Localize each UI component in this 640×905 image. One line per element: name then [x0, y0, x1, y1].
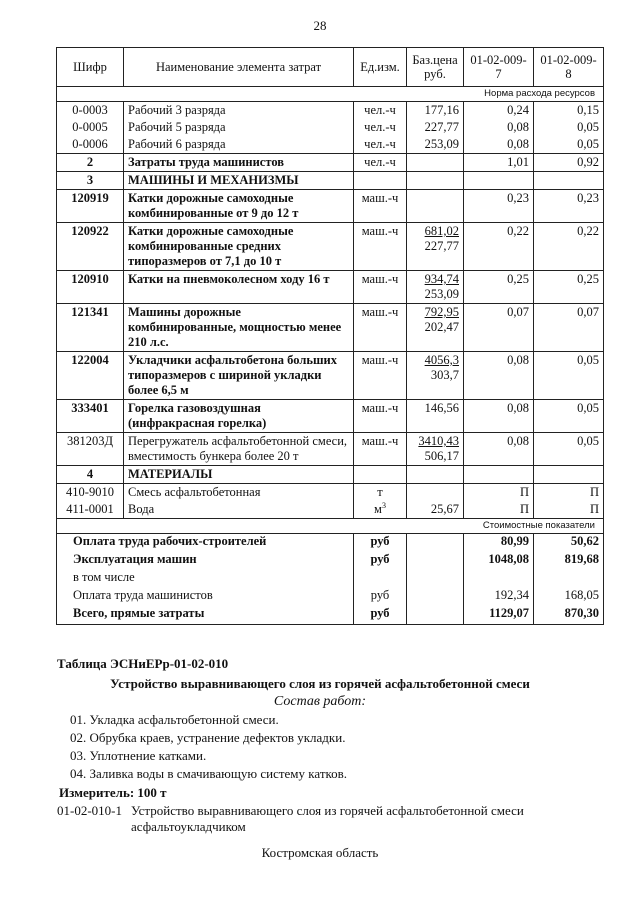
total-label: Оплата труда рабочих-строителей — [57, 534, 354, 553]
total-col2: 168,05 — [534, 588, 604, 606]
cell-price — [407, 400, 464, 433]
price-value: 227,77 — [424, 120, 459, 134]
cell-code: 0-0003 — [57, 102, 124, 120]
unit-superscript: 3 — [381, 500, 386, 510]
table-title: Таблица ЭСНиЕРр-01-02-010 — [57, 656, 229, 671]
cell-col2: П — [534, 484, 604, 502]
cell-col2: 0,92 — [534, 154, 604, 172]
cell-name: Укладчики асфальтобетона больших типоразмеров с шириной укладки более 6,5 м — [124, 352, 354, 400]
cell-col1: 0,08 — [464, 433, 534, 466]
cell-unit: чел.-ч — [354, 102, 407, 120]
price-value: 934,74 — [424, 272, 459, 286]
total-empty — [407, 588, 464, 606]
cell-code: 4 — [57, 466, 124, 484]
cell-code: 333401 — [57, 400, 124, 433]
price-value-secondary: 506,17 — [424, 449, 459, 463]
cell-col2: 0,05 — [534, 400, 604, 433]
cell-code: 2 — [57, 154, 124, 172]
band-row — [57, 87, 604, 102]
band-resources: Норма расхода ресурсов — [57, 87, 604, 102]
section-row — [57, 223, 604, 271]
cell-unit: маш.-ч — [354, 271, 407, 304]
cell-col1: 0,08 — [464, 400, 534, 433]
cell-code: 3 — [57, 172, 124, 190]
price-value-secondary: 303,7 — [430, 368, 459, 382]
totals-row — [57, 588, 604, 606]
total-label: Оплата труда машинистов — [57, 588, 354, 606]
section-row — [57, 400, 604, 433]
header-col1: 01-02-009-7 — [464, 48, 534, 87]
header-col2: 01-02-009-8 — [534, 48, 604, 87]
cell-col1: 0,22 — [464, 223, 534, 271]
section-row — [57, 172, 604, 190]
cell-col2: 0,07 — [534, 304, 604, 352]
cell-code: 381203Д — [57, 433, 124, 466]
cell-unit: маш.-ч — [354, 304, 407, 352]
price-value: 792,95 — [424, 305, 459, 319]
header-name: Наименование элемента затрат — [124, 48, 354, 87]
unit-text: м — [374, 502, 382, 516]
section-row — [57, 190, 604, 223]
total-label: Эксплуатация машин — [57, 552, 354, 570]
table-row — [57, 136, 604, 154]
section-row — [57, 466, 604, 484]
total-label: Всего, прямые затраты — [57, 606, 354, 625]
page-number: 28 — [313, 18, 327, 33]
total-label: в том числе — [57, 570, 354, 588]
cell-col2: 0,23 — [534, 190, 604, 223]
total-empty — [407, 606, 464, 625]
cell-name: Рабочий 5 разряда — [124, 119, 354, 136]
cell-col2: 0,25 — [534, 271, 604, 304]
totals-rows — [57, 519, 604, 625]
cell-col1: П — [464, 501, 534, 519]
cell-price — [407, 352, 464, 400]
region: Костромская область — [261, 845, 379, 860]
cell-code: 0-0006 — [57, 136, 124, 154]
total-col2: 50,62 — [534, 534, 604, 553]
section-row — [57, 154, 604, 172]
cell-price — [407, 119, 464, 136]
cell-price — [407, 136, 464, 154]
price-value: 4056,3 — [424, 353, 459, 367]
cell-price — [407, 433, 464, 466]
cell-col1: П — [464, 484, 534, 502]
header-base-price: Баз.цена руб. — [407, 48, 464, 87]
table-row — [57, 119, 604, 136]
cell-col1 — [464, 172, 534, 190]
work-item: 02. Обрубка краев, устранение дефектов укладки. — [70, 730, 346, 745]
cell-col2: 0,05 — [534, 352, 604, 400]
totals-row — [57, 570, 604, 588]
table-subject: Устройство выравнивающего слоя из горячей асфальтобетонной смеси — [110, 676, 530, 691]
price-value-secondary: 227,77 — [424, 239, 459, 253]
work-item: 04. Заливка воды в смачивающую систему катков. — [70, 766, 348, 781]
cell-unit: чел.-ч — [354, 119, 407, 136]
cell-price — [407, 172, 464, 190]
table-row — [57, 102, 604, 120]
cell-unit — [354, 172, 407, 190]
price-value-secondary: 253,09 — [424, 287, 459, 301]
cell-col1: 0,24 — [464, 102, 534, 120]
band-costs: Стоимостные показатели — [57, 519, 604, 534]
cell-name: Рабочий 3 разряда — [124, 102, 354, 120]
total-empty — [407, 552, 464, 570]
cell-col1: 0,07 — [464, 304, 534, 352]
cell-unit: чел.-ч — [354, 136, 407, 154]
cell-code: 0-0005 — [57, 119, 124, 136]
cell-unit: маш.-ч — [354, 433, 407, 466]
cell-code: 120919 — [57, 190, 124, 223]
item-text: Устройство выравнивающего слоя из горячей асфальтобетонной смеси асфальтоукладчиком — [131, 803, 524, 834]
cell-col1: 0,08 — [464, 119, 534, 136]
total-unit — [354, 570, 407, 588]
table-row — [57, 484, 604, 502]
cell-code: 410-9010 — [57, 484, 124, 502]
total-col2: 870,30 — [534, 606, 604, 625]
cell-name: Перегружатель асфальтобетонной смеси, вместимость бункера более 20 т — [124, 433, 354, 466]
cell-price — [407, 223, 464, 271]
cell-name: Затраты труда машинистов — [124, 154, 354, 172]
total-col1: 192,34 — [464, 588, 534, 606]
total-col1: 1048,08 — [464, 552, 534, 570]
measure: Измеритель: 100 т — [59, 785, 167, 800]
price-value: 253,09 — [424, 137, 459, 151]
cell-unit: маш.-ч — [354, 190, 407, 223]
cell-col1: 1,01 — [464, 154, 534, 172]
table-header-row — [57, 48, 604, 87]
cell-col2 — [534, 172, 604, 190]
cell-name: Вода — [124, 501, 354, 519]
cell-name: Катки дорожные самоходные комбинированные средних типоразмеров от 7,1 до 10 т — [124, 223, 354, 271]
work-item: 01. Укладка асфальтобетонной смеси. — [70, 712, 279, 727]
item-code: 01-02-010-1 — [57, 803, 122, 818]
totals-row — [57, 552, 604, 570]
resource-rows — [57, 87, 604, 519]
cell-name: Рабочий 6 разряда — [124, 136, 354, 154]
cell-price — [407, 466, 464, 484]
price-value: 25,67 — [430, 502, 459, 516]
cell-code: 120922 — [57, 223, 124, 271]
works-heading: Состав работ: — [273, 694, 367, 709]
cell-price — [407, 501, 464, 519]
price-value: 177,16 — [424, 103, 459, 117]
cell-col1: 0,25 — [464, 271, 534, 304]
cell-unit: маш.-ч — [354, 352, 407, 400]
cell-price — [407, 102, 464, 120]
cell-price — [407, 154, 464, 172]
price-value: 681,02 — [424, 224, 459, 238]
cell-unit: т — [354, 484, 407, 502]
total-col2 — [534, 570, 604, 588]
header-code: Шифр — [57, 48, 124, 87]
cell-code: 411-0001 — [57, 501, 124, 519]
total-col1 — [464, 570, 534, 588]
total-unit: руб — [354, 534, 407, 553]
table-row — [57, 501, 604, 519]
price-value: 146,56 — [424, 401, 459, 415]
total-col2: 819,68 — [534, 552, 604, 570]
cell-name: Машины дорожные комбинированные, мощностью менее 210 л.с. — [124, 304, 354, 352]
cell-col1: 0,08 — [464, 352, 534, 400]
cell-price — [407, 271, 464, 304]
total-unit: руб — [354, 552, 407, 570]
cell-unit — [354, 501, 407, 519]
cell-name: МАШИНЫ И МЕХАНИЗМЫ — [124, 172, 354, 190]
cell-col2: 0,05 — [534, 119, 604, 136]
cell-price — [407, 484, 464, 502]
cell-col2: 0,15 — [534, 102, 604, 120]
cell-unit — [354, 466, 407, 484]
cell-col1: 0,08 — [464, 136, 534, 154]
cell-col2: П — [534, 501, 604, 519]
section-row — [57, 304, 604, 352]
total-unit: руб — [354, 606, 407, 625]
header-unit: Ед.изм. — [354, 48, 407, 87]
section-row — [57, 271, 604, 304]
cell-unit: маш.-ч — [354, 223, 407, 271]
resource-table — [56, 47, 604, 625]
total-empty — [407, 570, 464, 588]
total-col1: 1129,07 — [464, 606, 534, 625]
cell-name: Горелка газовоздушная (инфракрасная горелка) — [124, 400, 354, 433]
totals-row — [57, 606, 604, 625]
cell-name: Смесь асфальтобетонная — [124, 484, 354, 502]
cell-unit: чел.-ч — [354, 154, 407, 172]
total-unit: руб — [354, 588, 407, 606]
cell-name: Катки дорожные самоходные комбинированные от 9 до 12 т — [124, 190, 354, 223]
cell-code: 120910 — [57, 271, 124, 304]
cell-name: МАТЕРИАЛЫ — [124, 466, 354, 484]
cell-col2: 0,05 — [534, 136, 604, 154]
totals-row — [57, 534, 604, 553]
total-col1: 80,99 — [464, 534, 534, 553]
cell-col2: 0,05 — [534, 433, 604, 466]
cell-price — [407, 190, 464, 223]
section-row — [57, 352, 604, 400]
cell-name: Катки на пневмоколесном ходу 16 т — [124, 271, 354, 304]
cell-col2 — [534, 466, 604, 484]
band-row — [57, 519, 604, 534]
cell-unit: маш.-ч — [354, 400, 407, 433]
price-value-secondary: 202,47 — [424, 320, 459, 334]
table-row — [57, 433, 604, 466]
cell-price — [407, 304, 464, 352]
cell-code: 121341 — [57, 304, 124, 352]
cell-col1 — [464, 466, 534, 484]
total-empty — [407, 534, 464, 553]
cell-col1: 0,23 — [464, 190, 534, 223]
work-item: 03. Уплотнение катками. — [70, 748, 207, 763]
cell-col2: 0,22 — [534, 223, 604, 271]
cell-code: 122004 — [57, 352, 124, 400]
price-value: 3410,43 — [418, 434, 459, 448]
